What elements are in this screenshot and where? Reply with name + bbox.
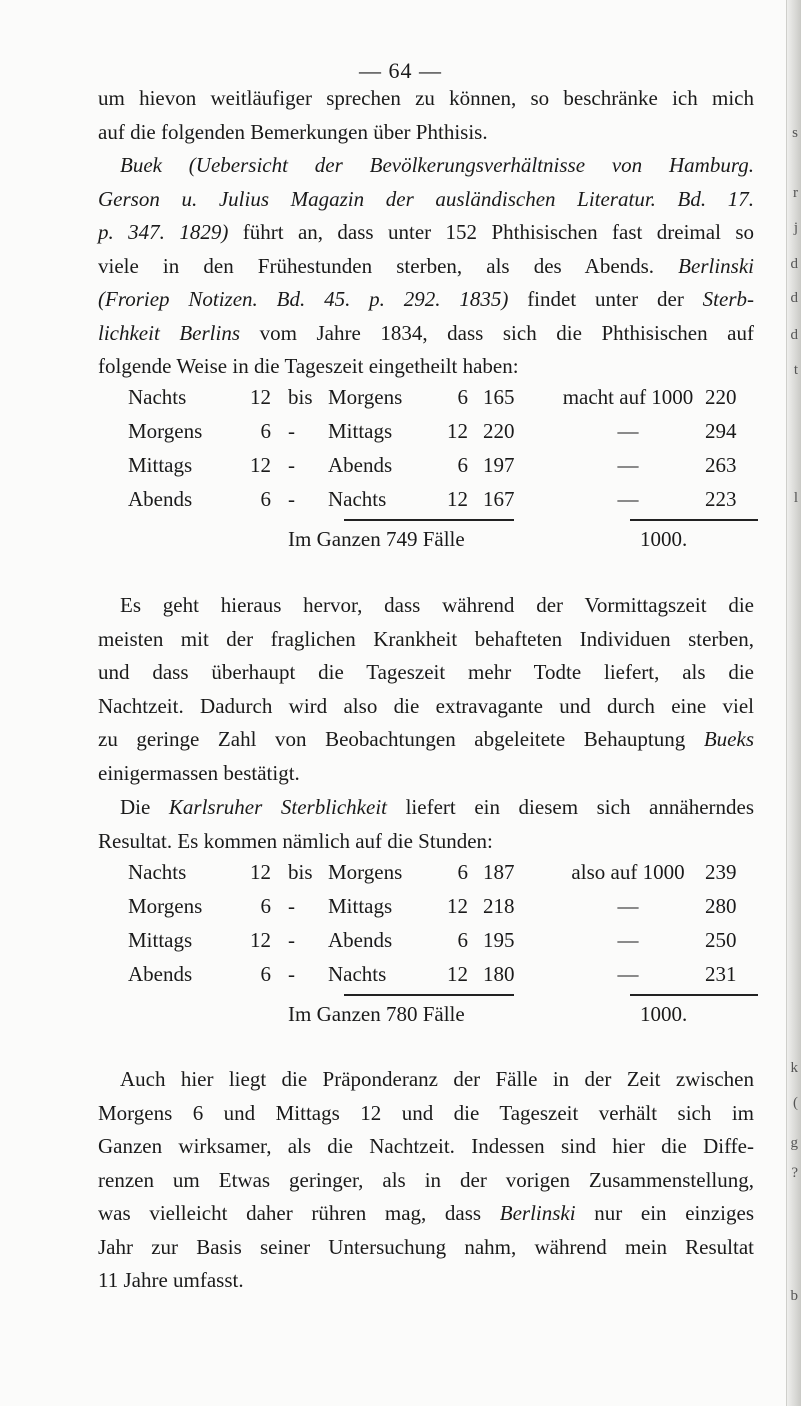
table-cell-count: 220 <box>483 419 515 443</box>
text-line: folgende Weise in die Tageszeit eingetheilt haben: <box>98 354 519 378</box>
text-line: (Froriep Notizen. Bd. 45. p. 292. 1835) findet unter der Sterb- <box>98 287 754 311</box>
table-cell-phrase: — <box>617 962 639 986</box>
text-line: Gerson u. Julius Magazin der ausländischen Literatur. Bd. 17. <box>98 186 754 211</box>
table-cell-per1000: 280 <box>705 894 737 918</box>
table-cell-sep: - <box>288 487 295 511</box>
edge-character: j <box>793 220 798 236</box>
table-cell-count: 165 <box>483 385 515 409</box>
table-cell-phrase: — <box>617 487 639 511</box>
text-line: Morgens 6 und Mittags 12 und die Tageszeit verhält sich im <box>98 1100 754 1125</box>
table-cell-count: 167 <box>483 487 515 511</box>
table-cell-to: Mittags <box>328 894 393 918</box>
edge-character: d <box>790 290 798 306</box>
paragraph-preponderance <box>98 1063 754 1298</box>
table-total-row <box>128 527 758 557</box>
table-cell-to: Morgens <box>328 385 403 409</box>
table-cell-from-h: 12 <box>250 453 271 477</box>
table-cell-phrase: — <box>617 419 639 443</box>
text-line: Jahr zur Basis seiner Untersuchung nahm, während mein Resultat <box>98 1234 754 1259</box>
table-cell-sep: - <box>288 894 295 918</box>
text-line: zu geringe Zahl von Beobachtungen abgeleitete Behauptung Bueks <box>98 727 754 751</box>
table-row <box>128 894 758 924</box>
table-cell-from: Nachts <box>128 385 187 409</box>
table-cell-count: 187 <box>483 860 515 884</box>
text-line: Es geht hieraus hervor, dass während der Vormittagszeit die <box>120 593 754 617</box>
table-cell-sep: - <box>288 419 295 443</box>
table-row <box>128 385 758 415</box>
table-row <box>128 419 758 449</box>
text-line: und dass überhaupt die Tageszeit mehr Todte liefert, als die <box>98 660 754 684</box>
table-row <box>128 962 758 992</box>
table-cell-to: Abends <box>328 928 393 952</box>
table-cell-to: Nachts <box>328 962 387 986</box>
table-cell-phrase: also auf 1000 <box>571 860 685 884</box>
sum-rule <box>344 994 514 996</box>
text-line: p. 347. 1829) führt an, dass unter 152 Phthisischen fast dreimal so <box>98 220 754 244</box>
table-cell-count: 218 <box>483 894 515 918</box>
table-cell-count: 180 <box>483 962 515 986</box>
table-cell-to-h: 6 <box>457 860 468 884</box>
table-cell-sep: - <box>288 453 295 477</box>
table-cell-from-h: 6 <box>260 962 271 986</box>
table-cell-from: Abends <box>128 962 193 986</box>
table-cell-per1000: 263 <box>705 453 737 477</box>
edge-character: ? <box>791 1165 798 1181</box>
text-line: auf die folgenden Bemerkungen über Phthisis. <box>98 119 488 144</box>
text-line: lichkeit Berlins vom Jahre 1834, dass sich die Phthisischen auf <box>98 320 754 345</box>
italic-text: Buek (Uebersicht der Bevölkerungsverhältnisse von Hamburg. <box>120 153 754 177</box>
table-cell-from: Morgens <box>128 894 203 918</box>
page-number: — 64 — <box>359 58 442 83</box>
paragraph-buek-berlinski <box>98 149 754 384</box>
edge-character: d <box>790 256 798 272</box>
table-cell-to-h: 6 <box>457 453 468 477</box>
table-cell-per1000: 223 <box>705 487 737 511</box>
adjacent-page-edge <box>786 0 801 1406</box>
total-per1000: 1000. <box>640 527 688 551</box>
table-total-row <box>128 1002 758 1032</box>
table-cell-per1000: 250 <box>705 928 737 952</box>
text-line: 11 Jahre umfasst. <box>98 1268 244 1292</box>
table-cell-from: Mittags <box>128 453 193 477</box>
table-cell-from: Morgens <box>128 419 203 443</box>
table-row <box>128 487 758 517</box>
table-cell-from-h: 6 <box>260 419 271 443</box>
table-cell-from: Mittags <box>128 928 193 952</box>
table-cell-phrase: — <box>617 928 639 952</box>
paragraph-intro <box>98 82 754 149</box>
text-line: renzen um Etwas geringer, als in der vorigen Zusammenstellung, <box>98 1167 754 1192</box>
table-cell-to-h: 12 <box>447 487 468 511</box>
sum-rule <box>630 519 758 521</box>
sum-rule <box>344 519 514 521</box>
table-cell-to: Nachts <box>328 487 387 511</box>
edge-character: g <box>790 1135 798 1151</box>
table-cell-to: Morgens <box>328 860 403 884</box>
text-line: einigermassen bestätigt. <box>98 760 300 785</box>
table-cell-to-h: 6 <box>457 385 468 409</box>
edge-character: t <box>793 362 798 378</box>
total-per1000: 1000. <box>640 1002 688 1026</box>
table-cell-from: Abends <box>128 487 193 511</box>
text-line: Auch hier liegt die Präponderanz der Fälle in der Zeit zwischen <box>120 1067 754 1091</box>
table-cell-sep: - <box>288 962 295 986</box>
text-line: Resultat. Es kommen nämlich auf die Stunden: <box>98 828 493 853</box>
edge-character: ( <box>793 1095 798 1111</box>
total-label: Im Ganzen 780 Fälle <box>288 1002 465 1026</box>
table-cell-from-h: 12 <box>250 385 271 409</box>
text-line: Die Karlsruher Sterblichkeit liefert ein diesem sich annäherndes <box>120 795 755 819</box>
table-cell-to-h: 6 <box>457 928 468 952</box>
edge-character: l <box>793 490 798 506</box>
table-cell-sep: bis <box>288 860 313 884</box>
table-cell-phrase: — <box>617 894 639 918</box>
edge-character: s <box>792 125 798 141</box>
table-row <box>128 860 758 890</box>
edge-character: r <box>793 185 798 201</box>
text-line <box>98 149 754 183</box>
table-cell-phrase: — <box>617 453 639 477</box>
sum-rule <box>630 994 758 996</box>
table-cell-count: 195 <box>483 928 515 952</box>
edge-character: d <box>790 327 798 343</box>
table-row <box>128 453 758 483</box>
table-row <box>128 928 758 958</box>
table-cell-to-h: 12 <box>447 962 468 986</box>
paragraph-conclusion <box>98 589 754 790</box>
table-cell-from-h: 12 <box>250 860 271 884</box>
table-cell-from-h: 12 <box>250 928 271 952</box>
paragraph-karlsruhe <box>98 791 754 858</box>
table-cell-count: 197 <box>483 453 515 477</box>
edge-character: b <box>790 1288 798 1304</box>
table-cell-per1000: 231 <box>705 962 737 986</box>
table-cell-per1000: 294 <box>705 419 737 443</box>
text-line: meisten mit der fraglichen Krankheit behafteten Individuen sterben, <box>98 626 754 651</box>
table-cell-from-h: 6 <box>260 487 271 511</box>
table-cell-phrase: macht auf 1000 <box>562 385 694 409</box>
table-cell-sep: - <box>288 928 295 952</box>
table-cell-per1000: 239 <box>705 860 737 884</box>
text-line: Ganzen wirksamer, als die Nachtzeit. Indessen sind hier die Diffe- <box>98 1134 754 1158</box>
table-cell-to-h: 12 <box>447 894 468 918</box>
text-line: um hievon weitläufiger sprechen zu können, so beschränke ich mich <box>98 86 754 110</box>
table-cell-sep: bis <box>288 385 313 409</box>
total-label: Im Ganzen 749 Fälle <box>288 527 465 551</box>
table-cell-per1000: 220 <box>705 385 737 409</box>
table-cell-to: Abends <box>328 453 393 477</box>
text-line: viele in den Frühestunden sterben, als des Abends. Berlinski <box>98 253 754 278</box>
text-line: was vielleicht daher rühren mag, dass Berlinski nur ein einziges <box>98 1201 754 1225</box>
table-cell-from: Nachts <box>128 860 187 884</box>
text-line: Nachtzeit. Dadurch wird also die extravagante und durch eine viel <box>98 693 754 718</box>
table-cell-to-h: 12 <box>447 419 468 443</box>
table-cell-to: Mittags <box>328 419 393 443</box>
table-cell-from-h: 6 <box>260 894 271 918</box>
edge-character: k <box>790 1060 798 1076</box>
